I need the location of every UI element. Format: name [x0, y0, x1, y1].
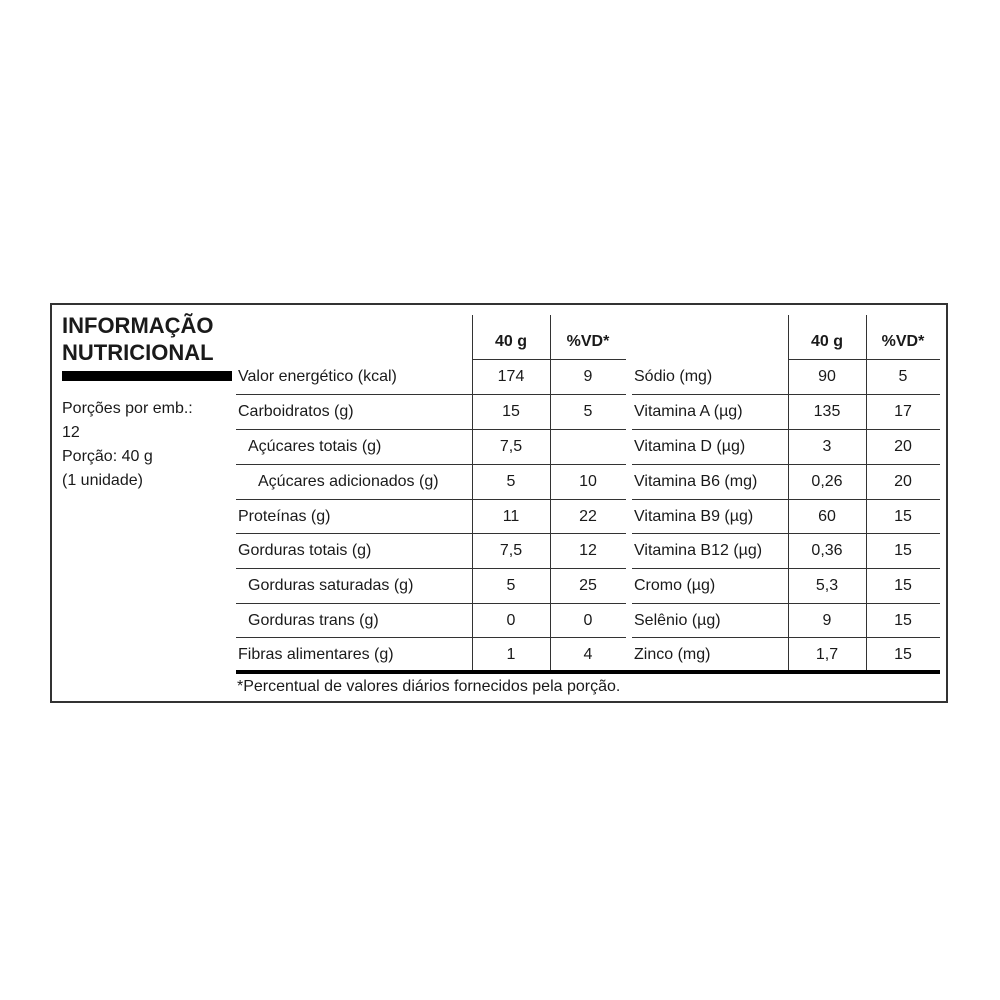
- right-row-amount: 5,3: [815, 577, 839, 594]
- right-row-dv: 15: [894, 646, 912, 663]
- left-row-dv: 22: [579, 508, 597, 525]
- right-row-amount: 9: [822, 612, 832, 629]
- left-row-amount: 7,5: [499, 438, 523, 455]
- right-row-name: Selênio (µg): [634, 612, 721, 629]
- left-row-amount: 7,5: [499, 542, 523, 559]
- right-row-name: Cromo (µg): [634, 577, 716, 594]
- left-row-amount: 0: [506, 612, 516, 629]
- servings-per-package-value: 12: [62, 424, 80, 441]
- left-row-amount: 15: [502, 403, 520, 420]
- label-title-line1: INFORMAÇÃO: [62, 313, 214, 338]
- left-row-dv: [550, 430, 626, 464]
- right-row-dv: 15: [894, 577, 912, 594]
- left-row-name: Gorduras saturadas (g): [248, 577, 414, 594]
- left-row-name: Proteínas (g): [238, 508, 331, 525]
- left-row-amount: 5: [506, 577, 516, 594]
- left-row-amount: 1: [506, 646, 516, 663]
- right-row-amount: 0,26: [811, 473, 843, 490]
- left-amount-header: 40 g: [494, 333, 527, 350]
- right-row-name: Vitamina B12 (µg): [634, 542, 763, 559]
- servings-per-package-label: Porções por emb.:: [62, 400, 193, 417]
- left-row-amount: 5: [506, 473, 516, 490]
- right-row-amount: 60: [818, 508, 836, 525]
- right-dv-header: %VD*: [881, 333, 925, 350]
- right-row-name: Vitamina A (µg): [634, 403, 743, 420]
- right-row-dv: 17: [894, 403, 912, 420]
- right-row-dv: 15: [894, 508, 912, 525]
- right-row-name: Zinco (mg): [634, 646, 711, 663]
- right-row-dv: 20: [894, 438, 912, 455]
- right-row-name: Sódio (mg): [634, 368, 713, 385]
- label-title-line2: NUTRICIONAL: [62, 340, 214, 365]
- left-row-name: Carboidratos (g): [238, 403, 354, 420]
- right-row-amount: 135: [813, 403, 841, 420]
- right-row-name: Vitamina D (µg): [634, 438, 746, 455]
- right-row-amount: 90: [818, 368, 836, 385]
- left-row-name: Gorduras trans (g): [248, 612, 379, 629]
- left-row-dv: 10: [579, 473, 597, 490]
- right-row-dv: 15: [894, 612, 912, 629]
- left-row-dv: 0: [583, 612, 593, 629]
- right-row-name: Vitamina B6 (mg): [634, 473, 758, 490]
- right-row-name: Vitamina B9 (µg): [634, 508, 754, 525]
- footnote: *Percentual de valores diários fornecidos pela porção.: [237, 678, 621, 695]
- left-row-name: Fibras alimentares (g): [238, 646, 394, 663]
- left-row-amount: 174: [497, 368, 525, 385]
- right-row-amount: 1,7: [815, 646, 839, 663]
- serving-info: [62, 397, 193, 493]
- right-row-dv: 20: [894, 473, 912, 490]
- left-row-name: Gorduras totais (g): [238, 542, 372, 559]
- right-row-dv: 15: [894, 542, 912, 559]
- left-row-dv: 25: [579, 577, 597, 594]
- left-row-dv: 4: [583, 646, 593, 663]
- left-dv-header: %VD*: [566, 333, 610, 350]
- portion-unit: (1 unidade): [62, 472, 143, 489]
- left-row-name: Valor energético (kcal): [238, 368, 397, 385]
- right-amount-header: 40 g: [810, 333, 843, 350]
- right-row-dv: 5: [898, 368, 908, 385]
- left-row-name: Açúcares adicionados (g): [258, 473, 439, 490]
- left-row-name: Açúcares totais (g): [248, 438, 382, 455]
- portion-size: Porção: 40 g: [62, 448, 153, 465]
- left-row-amount: 11: [502, 508, 520, 525]
- left-row-dv: 12: [579, 542, 597, 559]
- label-title: [62, 312, 214, 366]
- right-row-amount: 3: [822, 438, 832, 455]
- title-underline-bar: [62, 371, 232, 381]
- nutrition-facts-label: [50, 303, 948, 703]
- right-row-amount: 0,36: [811, 542, 843, 559]
- left-row-dv: 5: [583, 403, 593, 420]
- left-row-dv: 9: [583, 368, 593, 385]
